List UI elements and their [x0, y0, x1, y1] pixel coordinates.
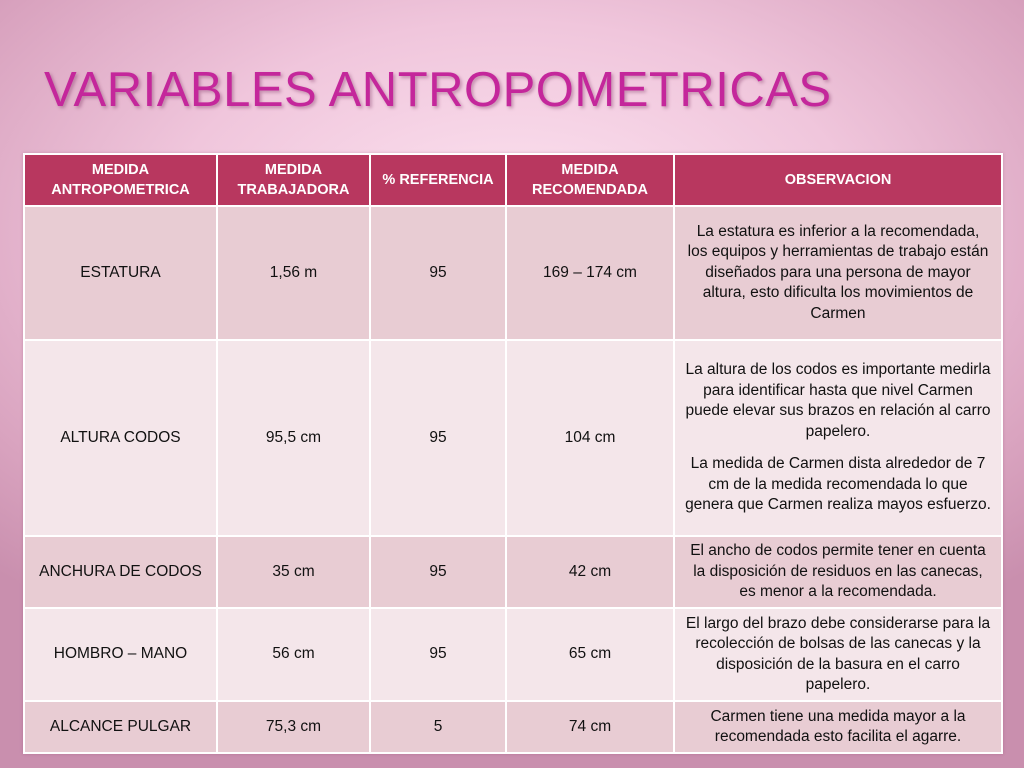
- cell-observacion: [674, 536, 1002, 608]
- observation-text: El largo del brazo debe considerarse para la recolección de bolsas de las canecas y la disposición de la basura en el carro papelero.: [685, 614, 991, 693]
- cell-trabajadora: 1,56 m: [217, 206, 370, 340]
- cell-recomendada: 42 cm: [506, 536, 674, 608]
- cell-referencia: 95: [370, 536, 506, 608]
- slide-title: VARIABLES ANTROPOMETRICAS: [44, 63, 832, 117]
- cell-observacion: [674, 206, 1002, 340]
- anthropometric-table: [23, 153, 1003, 754]
- cell-referencia: 95: [370, 340, 506, 536]
- table-row: [24, 701, 1002, 753]
- header-observacion: OBSERVACION: [674, 154, 1002, 206]
- cell-trabajadora: 95,5 cm: [217, 340, 370, 536]
- cell-observacion: [674, 701, 1002, 753]
- observation-text: La medida de Carmen dista alrededor de 7 cm de la medida recomendada lo que genera que Carmen realiza mayos esfuerzo.: [685, 455, 991, 514]
- observation-text: La estatura es inferior a la recomendada, los equipos y herramientas de trabajo están diseñados para una persona de mayor altura, esto dificulta los movimientos de Carmen: [687, 222, 989, 322]
- cell-trabajadora: 56 cm: [217, 608, 370, 701]
- table-row: [24, 608, 1002, 701]
- cell-trabajadora: 35 cm: [217, 536, 370, 608]
- header-referencia: % REFERENCIA: [370, 154, 506, 206]
- table-header-row: [24, 154, 1002, 206]
- cell-observacion: [674, 340, 1002, 536]
- table-row: [24, 206, 1002, 340]
- cell-medida: ANCHURA DE CODOS: [24, 536, 217, 608]
- cell-referencia: 95: [370, 206, 506, 340]
- cell-medida: ALTURA CODOS: [24, 340, 217, 536]
- observation-text: Carmen tiene una medida mayor a la recomendada esto facilita el agarre.: [710, 707, 966, 745]
- header-medida-trabajadora: MEDIDA TRABAJADORA: [217, 154, 370, 206]
- observation-text: El ancho de codos permite tener en cuenta la disposición de residuos en las canecas, es menor a la recomendada.: [690, 542, 986, 601]
- cell-medida: ESTATURA: [24, 206, 217, 340]
- cell-recomendada: 74 cm: [506, 701, 674, 753]
- cell-medida: HOMBRO – MANO: [24, 608, 217, 701]
- cell-recomendada: 104 cm: [506, 340, 674, 536]
- observation-text: La altura de los codos es importante medirla para identificar hasta que nivel Carmen puede elevar sus brazos en relación al carro papelero.: [685, 361, 991, 440]
- table-row: [24, 340, 1002, 536]
- table-row: [24, 536, 1002, 608]
- cell-recomendada: 65 cm: [506, 608, 674, 701]
- cell-observacion: [674, 608, 1002, 701]
- cell-medida: ALCANCE PULGAR: [24, 701, 217, 753]
- header-medida-recomendada: MEDIDA RECOMENDADA: [506, 154, 674, 206]
- cell-referencia: 95: [370, 608, 506, 701]
- cell-referencia: 5: [370, 701, 506, 753]
- cell-recomendada: 169 – 174 cm: [506, 206, 674, 340]
- header-medida-antropometrica: MEDIDA ANTROPOMETRICA: [24, 154, 217, 206]
- cell-trabajadora: 75,3 cm: [217, 701, 370, 753]
